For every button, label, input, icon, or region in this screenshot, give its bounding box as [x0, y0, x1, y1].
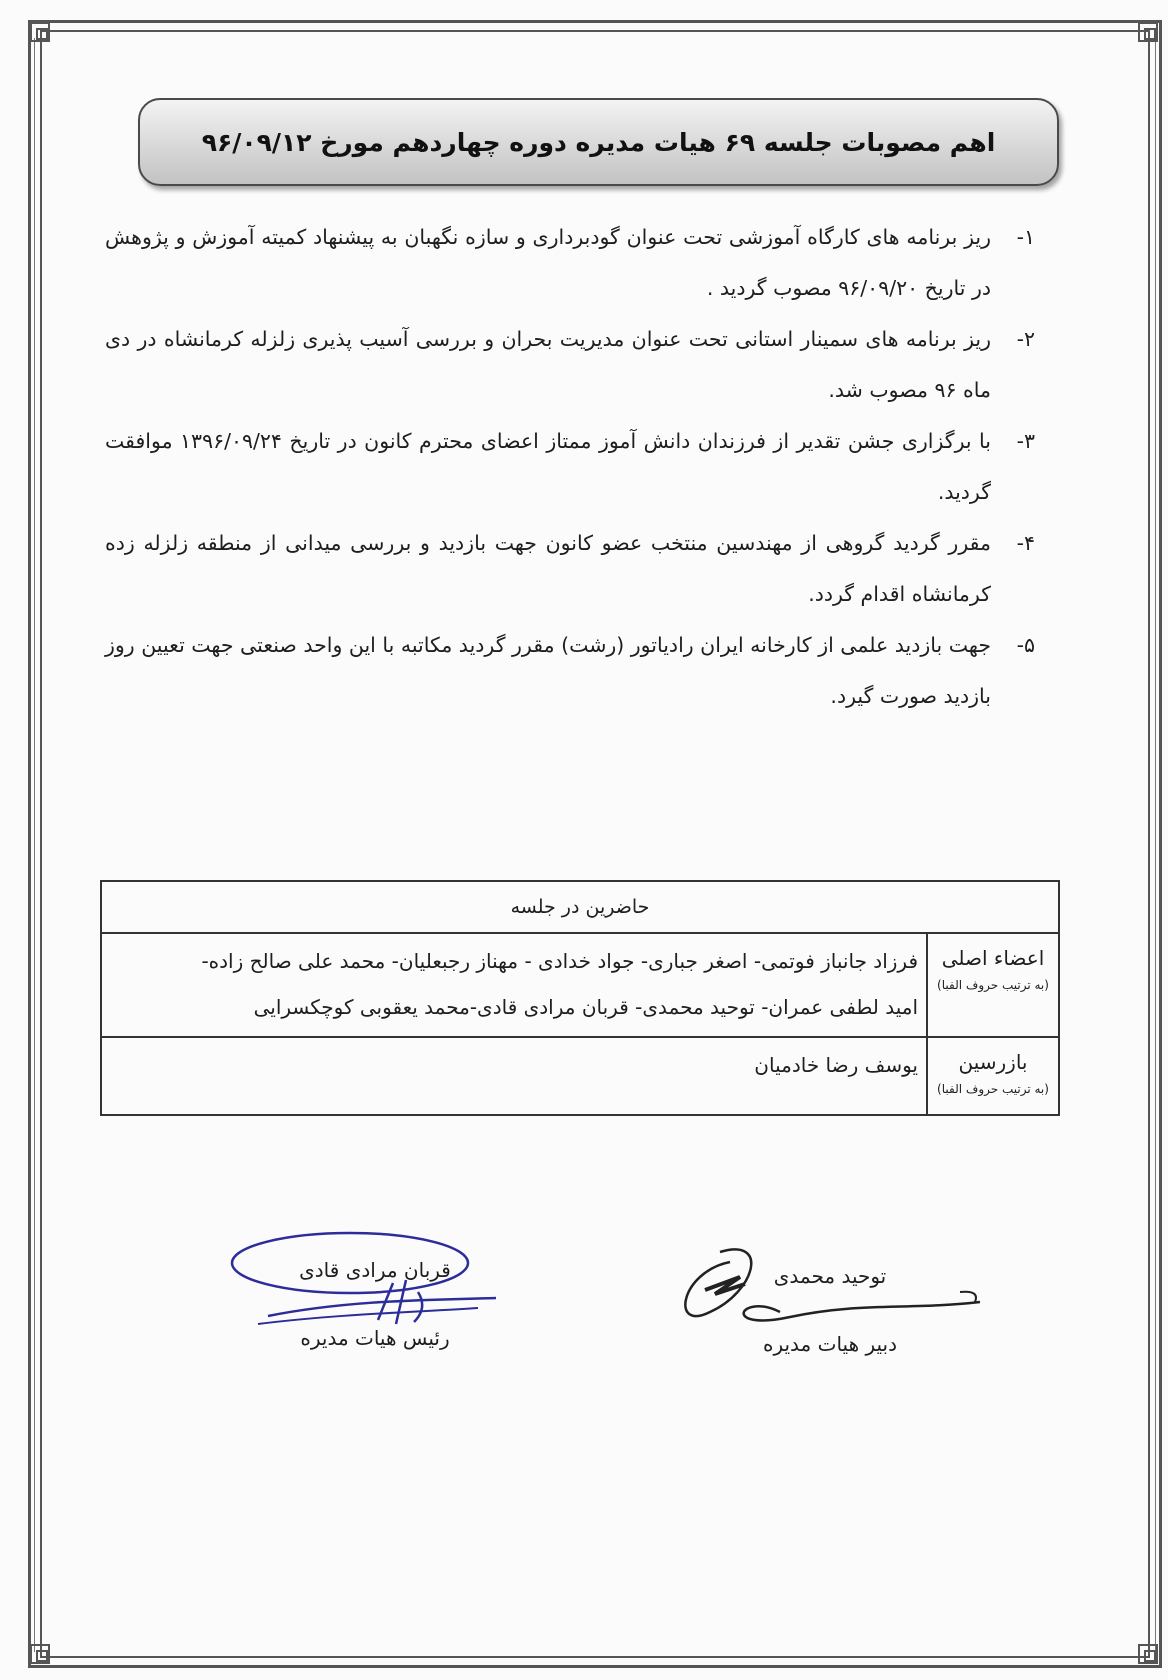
resolution-text: ریز برنامه های کارگاه آموزشی تحت عنوان گودبرداری و سازه نگهبان به پیشنهاد کمیته آموزش و پژوهش در تاریخ ۹۶/۰۹/۲۰ مصوب گردید . — [105, 225, 991, 300]
signer-title: رئیس هیات مدیره — [300, 1326, 450, 1350]
attendees-table — [100, 880, 1060, 1116]
main-members-names-line: فرزاد جانباز فوتمی- اصغر جباری- جواد خدادی - مهناز رجبعلیان- محمد علی صالح زاده- — [201, 949, 918, 973]
page-border-line — [1155, 38, 1156, 1652]
main-members-names-line: امید لطفی عمران- توحید محمدی- قربان مرادی قادی-محمد یعقوبی کوچکسرایی — [253, 995, 918, 1019]
resolution-item — [105, 518, 1035, 620]
resolution-number: ۳- — [1016, 429, 1035, 453]
resolution-number: ۲- — [1016, 327, 1035, 351]
resolution-text: با برگزاری جشن تقدیر از فرزندان دانش آموز ممتاز اعضای محترم کانون در تاریخ ۱۳۹۶/۰۹/۲۴ موافقت گردید. — [105, 429, 992, 504]
signer-name: توحید محمدی — [773, 1264, 887, 1288]
resolution-item — [105, 212, 1035, 314]
page-border-line — [34, 38, 35, 1652]
signature-left — [290, 1258, 460, 1350]
main-members-role-cell — [927, 933, 1059, 1037]
border-corner-ornament — [1138, 1644, 1158, 1664]
signer-name: قربان مرادی قادی — [299, 1258, 451, 1282]
attendees-header: حاضرین در جلسه — [101, 881, 1059, 933]
inspectors-role-cell — [927, 1037, 1059, 1115]
resolution-number: ۴- — [1016, 531, 1035, 555]
resolution-text: ریز برنامه های سمینار استانی تحت عنوان مدیریت بحران و بررسی آسیب پذیری زلزله کرمانشاه در دی ماه ۹۶ مصوب شد. — [105, 327, 991, 402]
resolution-item — [105, 620, 1035, 722]
resolutions-list — [105, 212, 1035, 722]
border-corner-ornament — [30, 1644, 50, 1664]
main-members-label: اعضاء اصلی — [941, 946, 1045, 970]
table-row — [101, 1037, 1059, 1115]
inspectors-note: (به ترتیب حروف الفبا) — [937, 1082, 1049, 1096]
resolution-number: ۱- — [1016, 225, 1035, 249]
table-row — [101, 933, 1059, 1037]
inspectors-names: یوسف رضا خادمیان — [101, 1037, 927, 1115]
document-title: اهم مصوبات جلسه ۶۹ هیات مدیره دوره چهاردهم مورخ ۹۶/۰۹/۱۲ — [201, 127, 996, 157]
border-corner-ornament — [30, 22, 50, 42]
border-corner-ornament — [1138, 22, 1158, 42]
resolution-item — [105, 314, 1035, 416]
main-members-names — [101, 933, 927, 1037]
main-members-note: (به ترتیب حروف الفبا) — [937, 978, 1049, 992]
document-title-box — [138, 98, 1059, 186]
resolution-number: ۵- — [1016, 633, 1035, 657]
signer-title: دبیر هیات مدیره — [762, 1332, 898, 1356]
resolution-text: جهت بازدید علمی از کارخانه ایران رادیاتور (رشت) مقرر گردید مکاتبه با این واحد صنعتی جهت تعیین روز بازدید صورت گیرد. — [104, 633, 991, 708]
signature-right — [740, 1264, 920, 1356]
inspectors-label: بازرسین — [958, 1050, 1028, 1074]
resolution-text: مقرر گردید گروهی از مهندسین منتخب عضو کانون جهت بازدید و بررسی میدانی از منطقه زلزله زده کرمانشاه اقدام گردد. — [105, 531, 991, 606]
resolution-item — [105, 416, 1035, 518]
